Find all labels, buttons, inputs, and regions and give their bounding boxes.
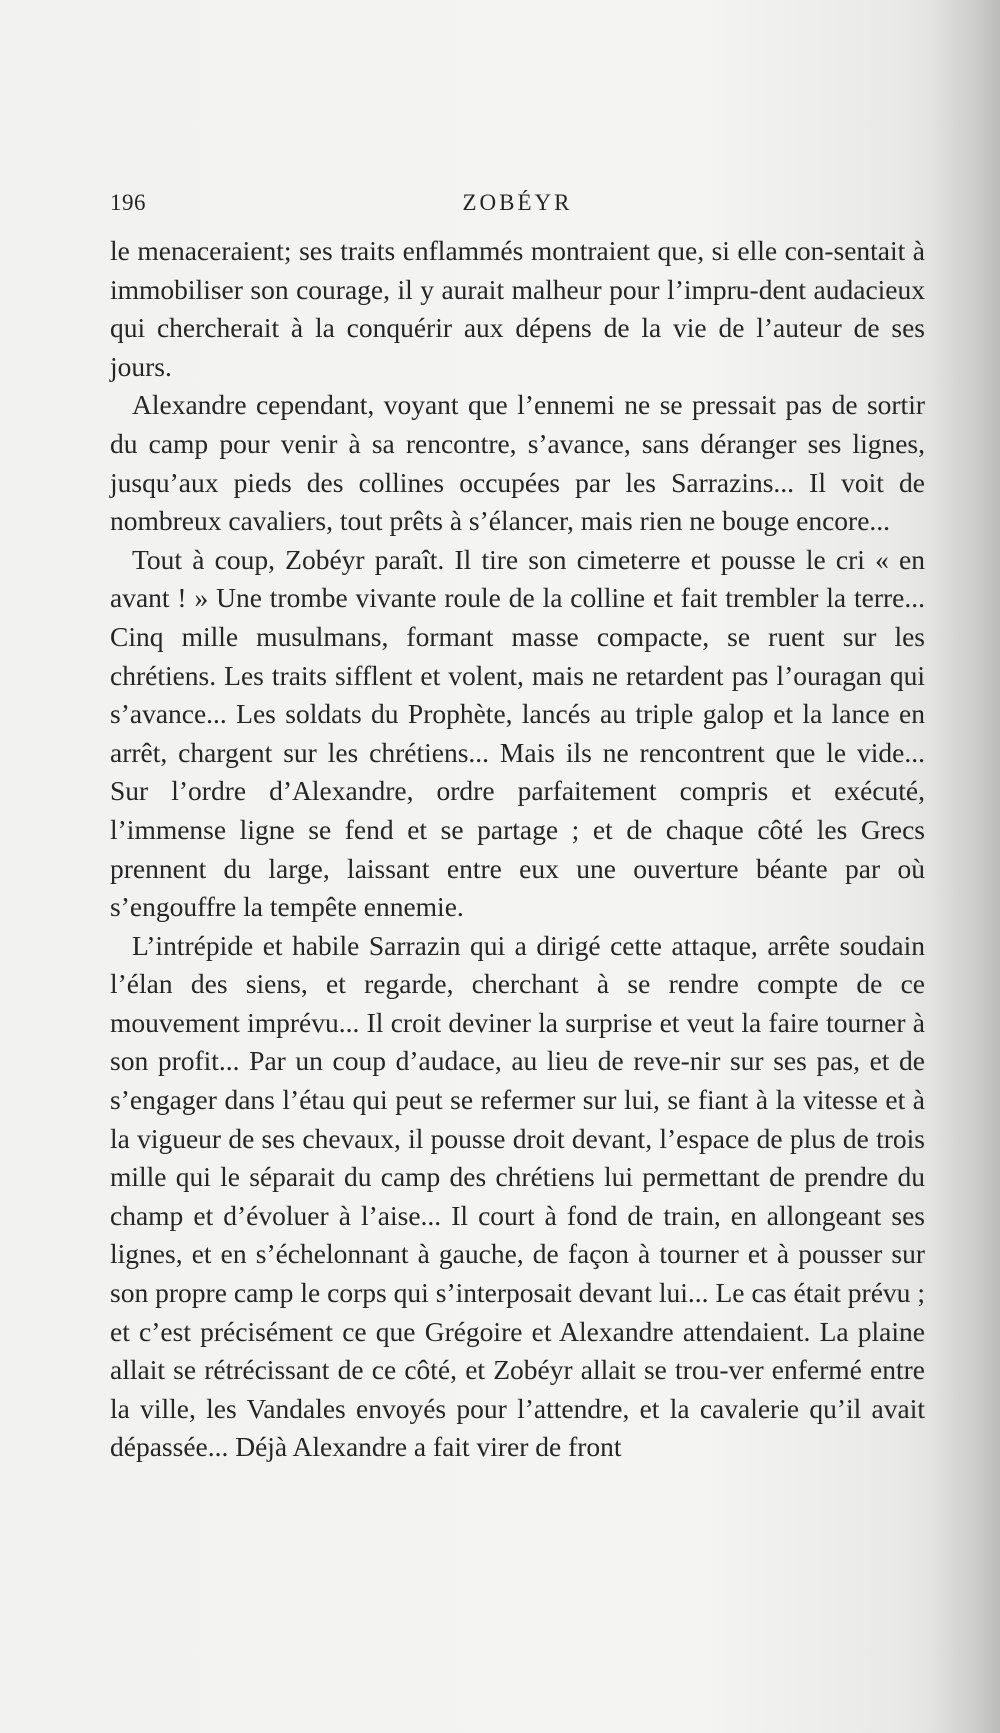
paragraph: Alexandre cependant, voyant que l’ennemi ne se pressait pas de sortir du camp pour venir à sa rencontre, s’avance, sans déranger ses lignes, jusqu’aux pieds des collines occupées par les Sarrazins... Il voit de nombreux cavaliers, tout prêts à s’élancer, mais rien ne bouge encore... [110, 389, 925, 537]
running-title: ZOBÉYR [462, 190, 573, 215]
binding-shadow [930, 0, 1000, 1733]
paragraph-continued: le menaceraient; ses traits enflammés montraient que, si elle con-sentait à immobiliser son courage, il y aurait malheur pour l’impru-dent audacieux qui chercherait à la conquérir aux dépens de la vie de l’auteur de ses jours. [110, 235, 925, 382]
paragraph: L’intrépide et habile Sarrazin qui a dirigé cette attaque, arrête soudain l’élan des siens, et regarde, cherchant à se rendre compte de ce mouvement imprévu... Il croit deviner la surprise et veut la faire tourner à son profit... Par un coup d’audace, au lieu de reve-nir sur ses pas, et de s’engager dans l’étau qui peut se refermer sur lui, se fiant à la vitesse et à la vigueur de ses chevaux, il pousse droit devant, l’espace de plus de trois mille qui le séparait du camp des chrétiens lui permettant de prendre du champ et d’évoluer à l’aise... Il court à fond de train, en allongeant ses lignes, et en s’échelonnant à gauche, de façon à tourner et à pousser sur son propre camp le corps qui s’interposait devant lui... Le cas était prévu ; et c’est précisément ce que Grégoire et Alexandre attendaient. La plaine allait se rétrécissant de ce côté, et Zobéyr allait se trou-ver enfermé entre la ville, les Vandales envoyés pour l’attendre, et la cavalerie qu’il avait dépassée... Déjà Alexandre a fait virer de front [110, 929, 925, 1463]
page-header [110, 190, 925, 220]
body-text [110, 232, 925, 1467]
paragraph: Tout à coup, Zobéyr paraît. Il tire son cimeterre et pousse le cri « en avant ! » Une trombe vivante roule de la colline et fait trembler la terre... Cinq mille musulmans, formant masse compacte, se ruent sur les chrétiens. Les traits sifflent et volent, mais ne retardent pas l’ouragan qui s’avance... Les soldats du Prophète, lancés au triple galop et la lance en arrêt, chargent sur les chrétiens... Mais ils ne rencontrent que le vide... Sur l’ordre d’Alexandre, ordre parfaitement compris et exécuté, l’immense ligne se fend et se partage ; et de chaque côté les Grecs prennent du large, laissant entre eux une ouverture béante par où s’engouffre la tempête ennemie. [110, 543, 925, 923]
page-number: 196 [110, 190, 146, 215]
